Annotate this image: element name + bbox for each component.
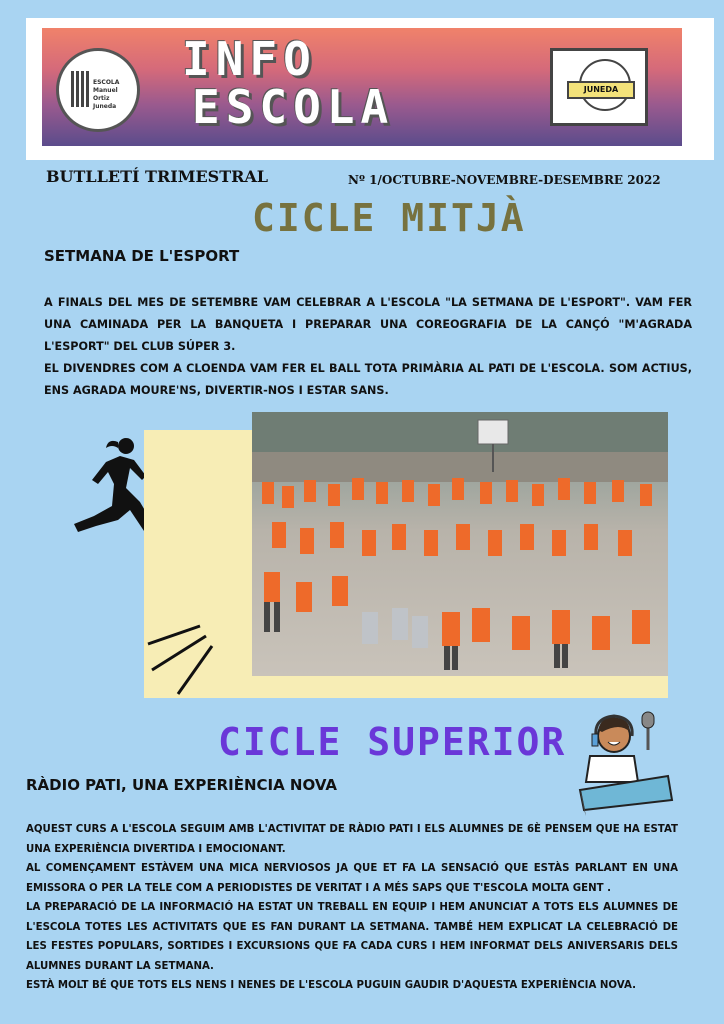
header-banner-frame	[26, 18, 714, 160]
building-icon	[71, 71, 89, 107]
motion-lines-icon	[146, 622, 216, 698]
town-logo	[550, 48, 648, 126]
masthead-title-line2: ESCOLA	[192, 80, 395, 134]
section2-title: CICLE SUPERIOR	[218, 720, 567, 764]
radio-presenter-icon	[572, 710, 676, 816]
section2-body: AQUEST CURS A L'ESCOLA SEGUIM AMB L'ACTIVITAT DE RÀDIO PATI I ELS ALUMNES DE 6È PENSEM QUE HA ESTAT UNA EXPERIÈNCIA DIVERTIDA I EMOCIONANT. AL COMENÇAMENT ESTÀVEM UNA MICA NERVIOSOS JA QUE ET FA LA SENSACIÓ QUE ESTÀS PARLANT EN UNA EMISSORA O PER LA TELE COM A PERIODISTES DE VERITAT I A MÉS SAPS QUE T'ESCOLA MOLTA GENT . LA PREPARACIÓ DE LA INFORMACIÓ HA ESTAT UN TREBALL EN EQUIP I HEM ANUNCIAT A TOTS ELS ALUMNES DE L'ESCOLA TOTES LES ACTIVITATS QUE ES FAN DURANT LA SETMANA. TAMBÉ HEM EXPLICAT LA CELEBRACIÓ DE LES FESTES POPULARS, SORTIDES I EXCURSIONS QUE FA CADA CURS I HEM INFORMAT DELS ANIVERSARIS DELS ALUMNES DURANT LA SETMANA. ESTÀ MOLT BÉ QUE TOTS ELS NENS I NENES DE L'ESCOLA PUGUIN GAUDIR D'AQUESTA EXPERIÈNCIA NOVA.	[26, 824, 678, 991]
section2-subtitle: RÀDIO PATI, UNA EXPERIÈNCIA NOVA	[26, 776, 338, 794]
school-logo	[56, 48, 140, 132]
school-dance-photo	[252, 412, 668, 676]
town-logo-text: JUNEDA	[567, 81, 635, 99]
publication-type: BUTLLETÍ TRIMESTRAL	[46, 167, 269, 186]
issue-number: Nº 1/OCTUBRE-NOVEMBRE-DESEMBRE 2022	[348, 173, 661, 187]
section1-title: CICLE MITJÀ	[252, 196, 526, 240]
photo-backdrop-strip	[144, 676, 668, 698]
header-banner	[42, 28, 682, 146]
section1-body: A FINALS DEL MES DE SETEMBRE VAM CELEBRAR A L'ESCOLA "LA SETMANA DE L'ESPORT". VAM FER UNA CAMINADA PER LA BANQUETA I PREPARAR UNA COREOGRAFIA DE LA CANÇÓ "M'AGRADA L'ESPORT" DEL CLUB SÚPER 3. EL DIVENDRES COM A CLOENDA VAM FER EL BALL TOTA PRIMÀRIA AL PATI DE L'ESCOLA. SOM ACTIUS, ENS AGRADA MOURE'NS, DIVERTIR-NOS I ESTAR SANS.	[44, 296, 692, 397]
school-logo-text: ESCOLA Manuel Ortiz Juneda	[93, 79, 120, 110]
masthead-title-line1: INFO	[182, 32, 317, 86]
section1-subtitle: SETMANA DE L'ESPORT	[44, 247, 240, 265]
